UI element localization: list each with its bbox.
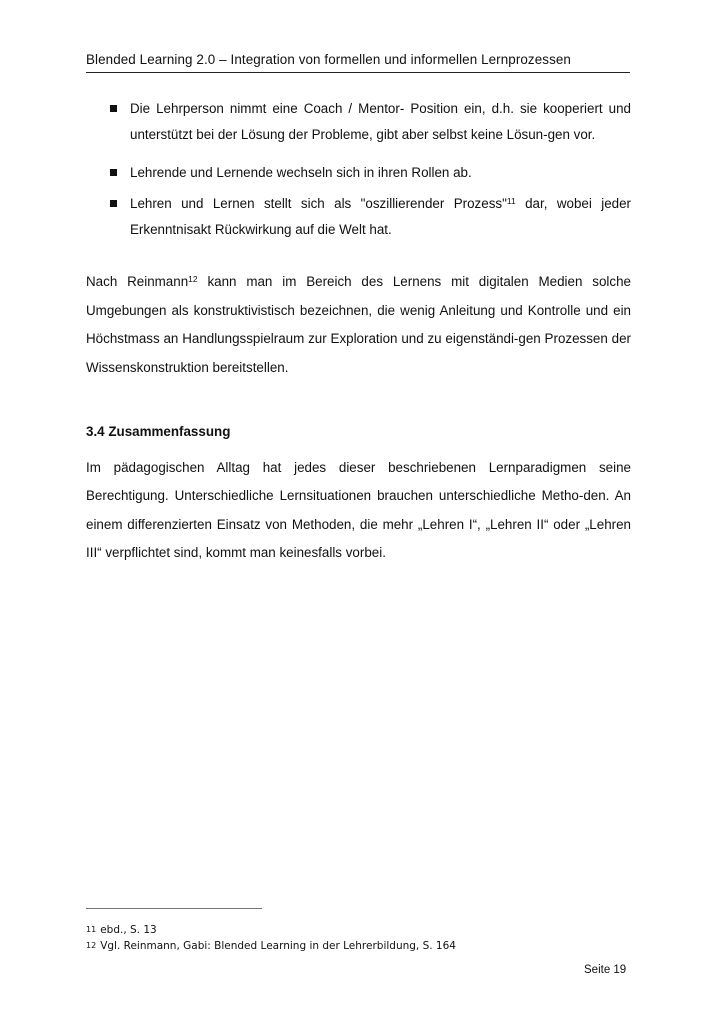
- footnote-divider: [86, 908, 262, 909]
- section-heading: 3.4 Zusammenfassung: [86, 424, 231, 439]
- running-header: Blended Learning 2.0 – Integration von formellen und informellen Lernprozessen: [86, 52, 630, 73]
- paragraph-text-start: Nach Reinmann: [86, 274, 189, 289]
- bullet-text: Lehrende und Lernende wechseln sich in ihren Rollen ab.: [130, 165, 472, 180]
- bullet-text-start: Lehren und Lernen stellt sich als "oszillierender Prozess": [130, 196, 507, 211]
- bullet-item: [86, 96, 631, 148]
- bullet-text: Die Lehrperson nimmt eine Coach / Mentor- Position ein, d.h. sie kooperiert und unterstützt bei der Lösung der Probleme, gibt aber selbst keine Lösun-gen vor.: [130, 101, 631, 142]
- footnote-number: 12: [86, 941, 97, 950]
- bullet-text-end: dar, wobei jeder Erkenntnisakt Rückwirkung auf die Welt hat.: [130, 196, 631, 237]
- paragraph-text-end: kann man im Bereich des Lernens mit digitalen Medien solche Umgebungen als konstruktivistisch bezeichnen, die wenig Anleitung und Kontrolle und ein Höchstmass an Handlungsspielraum zur Exploration und zu eigenständi-gen Prozessen der Wissenskonstruktion bereitstellen.: [86, 274, 631, 375]
- bullet-list: [86, 96, 631, 255]
- summary-paragraph: Im pädagogischen Alltag hat jedes dieser beschriebenen Lernparadigmen seine Berechtigung. Unterschiedliche Lernsituationen brauchen unterschiedliche Metho-den. An einem differenzierten Einsatz von Methoden, die mehr „Lehren I“, „Lehren II“ oder „Lehren III“ verpflichtet sind, kommt man keinesfalls vorbei.: [86, 460, 631, 561]
- footnotes: [86, 922, 456, 954]
- footnote: [86, 922, 456, 938]
- footnote-text: Vgl. Reinmann, Gabi: Blended Learning in der Lehrerbildung, S. 164: [100, 940, 456, 952]
- square-bullet-icon: [110, 105, 117, 112]
- bullet-item: [86, 191, 631, 243]
- footnote-ref-11[interactable]: 11: [506, 196, 516, 206]
- footnote-number: 11: [86, 925, 97, 934]
- footnote: [86, 938, 456, 954]
- square-bullet-icon: [110, 200, 117, 207]
- bullet-item: [86, 160, 631, 186]
- square-bullet-icon: [110, 169, 117, 176]
- page-number: Seite 19: [584, 964, 627, 976]
- footnote-ref-12[interactable]: 12: [188, 274, 198, 284]
- body-paragraph: [86, 268, 631, 382]
- footnote-text: ebd., S. 13: [100, 924, 157, 936]
